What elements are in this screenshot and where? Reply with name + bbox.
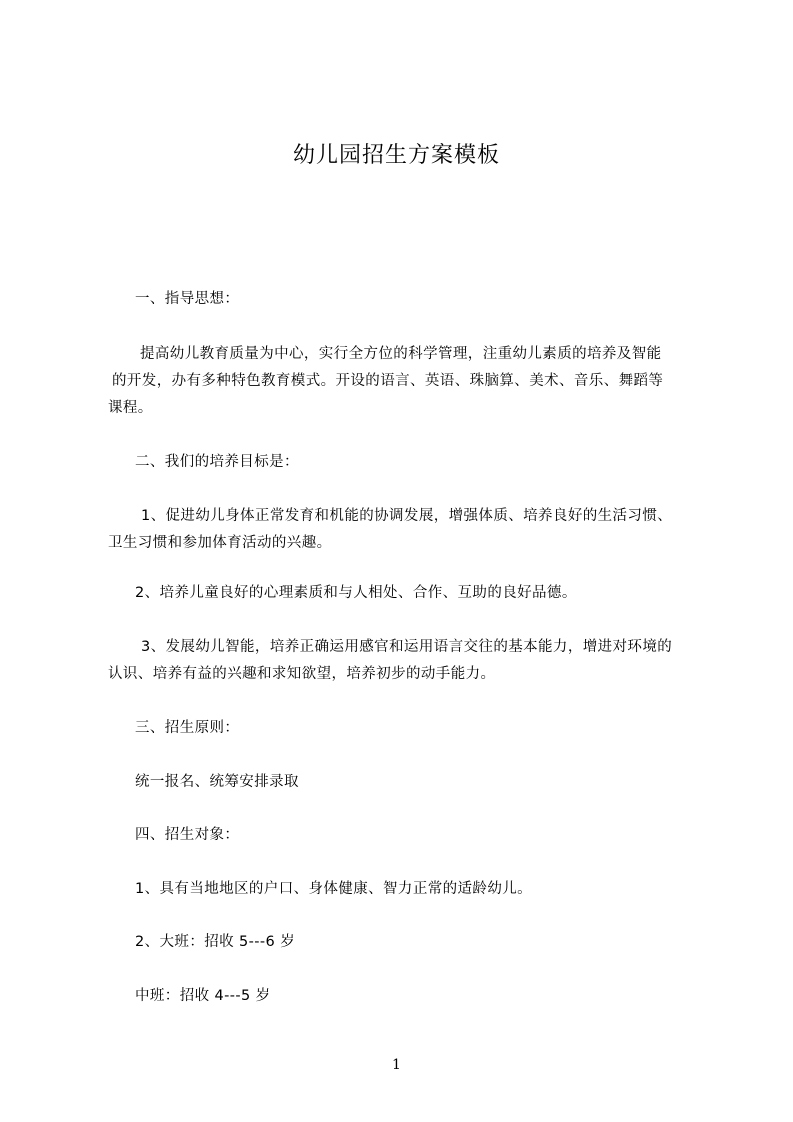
paragraph-line: 2、培养儿童良好的心理素质和与人相处、合作、互助的良好品德。 <box>135 585 577 601</box>
paragraph-line: 3、发展幼儿智能，培养正确运用感官和运用语言交往的基本能力，增进对环境的 <box>141 639 673 655</box>
paragraph-line: 的开发，办有多种特色教育模式。开设的语言、英语、珠脑算、美术、音乐、舞蹈等 <box>112 373 664 389</box>
paragraph-line: 提高幼儿教育质量为中心，实行全方位的科学管理，注重幼儿素质的培养及智能 <box>140 346 662 362</box>
paragraph-line: 课程。 <box>108 400 153 416</box>
paragraph-line: 认识、培养有益的兴趣和求知欲望，培养初步的动手能力。 <box>108 666 496 682</box>
section-heading-guiding: 一、指导思想： <box>135 291 240 307</box>
list-item: 1、具有当地地区的户口、身体健康、智力正常的适龄幼儿。 <box>135 881 533 897</box>
paragraph-line: 卫生习惯和参加体育活动的兴趣。 <box>108 535 332 551</box>
section-heading-target: 四、招生对象： <box>135 827 240 843</box>
paragraph-line: 1、促进幼儿身体正常发育和机能的协调发展，增强体质、培养良好的生活习惯、 <box>141 508 673 524</box>
section-heading-principle: 三、招生原则： <box>135 720 240 736</box>
paragraph-line: 统一报名、统筹安排录取 <box>135 774 299 790</box>
page-number: 1 <box>392 1057 401 1073</box>
document-title: 幼儿园招生方案模板 <box>292 143 500 168</box>
list-item: 2、大班：招收 5---6 岁 <box>135 934 296 950</box>
list-item: 中班：招收 4---5 岁 <box>135 988 271 1004</box>
section-heading-goals: 二、我们的培养目标是： <box>135 454 299 470</box>
